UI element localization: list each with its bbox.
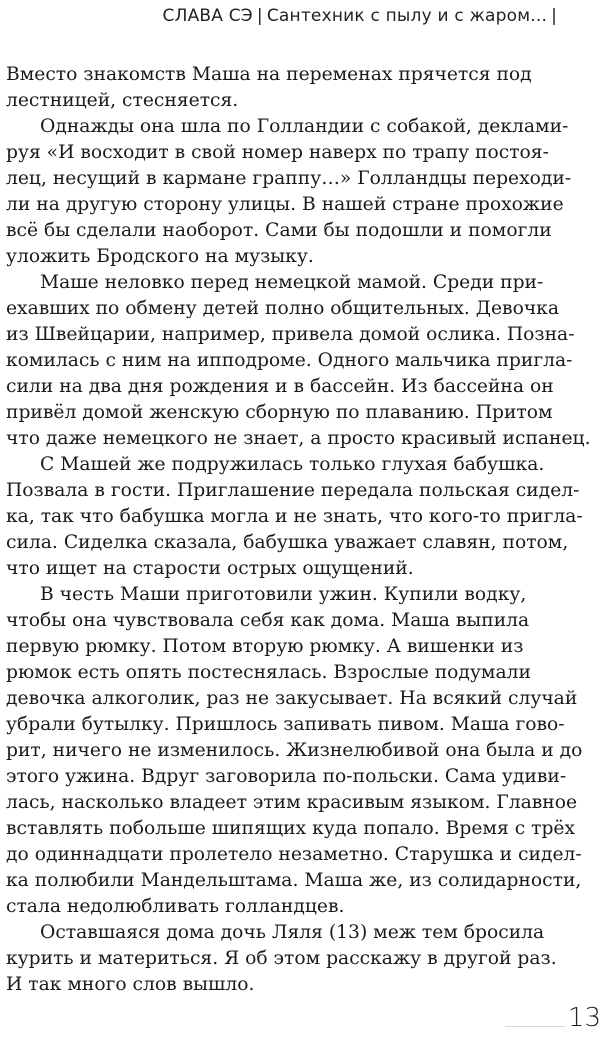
text-line: лась, насколько владеет этим красивым языком. Главное [6, 792, 578, 813]
paragraph [6, 114, 596, 270]
text-line: В честь Маши приготовили ужин. Купили водку, [40, 584, 527, 605]
text-line: ли на другую сторону улицы. В нашей стране прохожие [6, 194, 564, 215]
text-line: ехавших по обмену детей полно общительных. Девочка [6, 298, 560, 319]
footer-rule [505, 1026, 565, 1027]
text-line: руя «И восходит в свой номер наверх по трапу постоя- [6, 142, 549, 163]
text-line: рит, ничего не изменилось. Жизнелюбивой она была и до [6, 740, 583, 761]
text-line: рюмок есть опять постеснялась. Взрослые подумали [6, 662, 531, 683]
text-line: Позвала в гости. Приглашение передала польская сидел- [6, 480, 580, 501]
text-line: привёл домой женскую сборную по плаванию. Притом [6, 402, 553, 423]
text-line: из Швейцарии, например, привела домой ослика. Позна- [6, 324, 575, 345]
text-line: всё бы сделали наоборот. Сами бы подошли и помогли [6, 220, 552, 241]
text-line: И так много слов вышло. [6, 974, 255, 995]
text-line: вставлять побольше шипящих куда попало. Время с трёх [6, 818, 576, 839]
text-line: чтобы она чувствовала себя как дома. Маша выпила [6, 610, 530, 631]
text-line: С Машей же подружилась только глухая бабушка. [40, 454, 545, 475]
text-line: Вместо знакомств Маша на переменах прячется под [6, 64, 532, 85]
paragraph [6, 452, 596, 582]
text-line: до одиннадцати пролетело незаметно. Старушка и сидел- [6, 844, 582, 865]
page-number: 13 [567, 1003, 601, 1033]
running-head-title: Сантехник с пылу и с жаром... [266, 6, 548, 26]
text-line: лестницей, стесняется. [6, 90, 239, 111]
text-line: убрали бутылку. Пришлось запивать пивом. Маша гово- [6, 714, 565, 735]
paragraph [6, 62, 596, 114]
running-head-separator-end: | [551, 6, 557, 26]
text-line: этого ужина. Вдруг заговорила по-польски. Сама удиви- [6, 766, 567, 787]
paragraph [6, 270, 596, 452]
text-line: что даже немецкого не знает, а просто красивый испанец. [6, 428, 591, 449]
text-line: Оставшаяся дома дочь Ляля (13) меж тем бросила [40, 922, 545, 943]
paragraph [6, 582, 596, 920]
paragraph [6, 920, 596, 998]
text-line: лец, несущий в кармане граппу…» Голландцы переходи- [6, 168, 572, 189]
text-body [6, 62, 596, 998]
running-head [163, 6, 561, 26]
text-line: ка полюбили Мандельштама. Маша же, из солидарности, [6, 870, 582, 891]
text-line: Однажды она шла по Голландии с собакой, деклами- [40, 116, 569, 137]
text-line: сили на два дня рождения и в бассейн. Из бассейна он [6, 376, 554, 397]
text-line: стала недолюбливать голландцев. [6, 896, 345, 917]
running-head-separator: | [256, 6, 263, 26]
text-line: первую рюмку. Потом вторую рюмку. А вишенки из [6, 636, 524, 657]
text-line: Маше неловко перед немецкой мамой. Среди при- [40, 272, 544, 293]
text-line: уложить Бродского на музыку. [6, 246, 314, 267]
text-line: ка, так что бабушка могла и не знать, что кого-то пригла- [6, 506, 583, 527]
text-line: комилась с ним на ипподроме. Одного мальчика пригла- [6, 350, 573, 371]
text-line: сила. Сиделка сказала, бабушка уважает славян, потом, [6, 532, 569, 553]
text-line: девочка алкоголик, раз не закусывает. На всякий случай [6, 688, 578, 709]
running-head-author: СЛАВА СЭ [162, 6, 253, 26]
text-line: что ищет на старости острых ощущений. [6, 558, 414, 579]
text-line: курить и материться. Я об этом расскажу в другой раз. [6, 948, 557, 969]
